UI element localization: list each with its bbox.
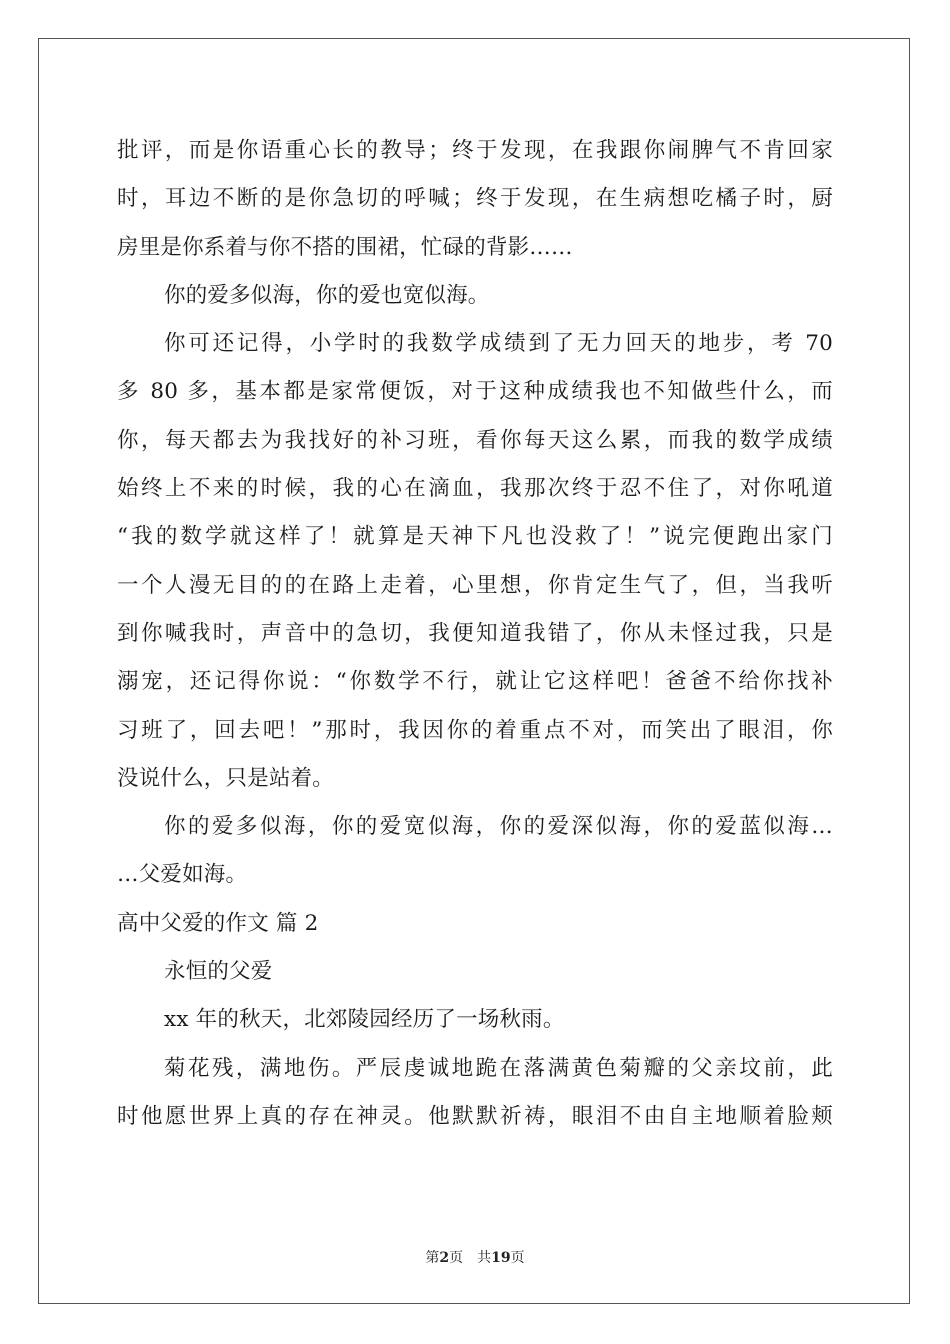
section-heading: 高中父爱的作文 篇 2	[117, 910, 319, 936]
text-line-14: 没说什么，只是站着。	[117, 765, 335, 791]
text-line-9: “我的数学就这样了！就算是天神下凡也没救了！”说完便跑出家门	[117, 524, 833, 550]
footer-page-unit: 页	[449, 1250, 464, 1266]
text-line-3: 房里是你系着与你不搭的围裙，忙碌的背影……	[117, 234, 573, 260]
text-line-13: 习班了，回去吧！”那时，我因你的着重点不对，而笑出了眼泪，你	[117, 717, 833, 743]
text-line-20: 菊花残，满地伤。严辰虔诚地跪在落满黄色菊瓣的父亲坟前，此	[164, 1055, 833, 1081]
text-line-1: 批评，而是你语重心长的教导；终于发现，在我跟你闹脾气不肯回家	[117, 138, 833, 163]
footer-total-prefix: 共	[477, 1250, 492, 1266]
total-pages-number: 19	[491, 1250, 511, 1266]
footer-total-unit: 页	[510, 1250, 525, 1266]
text-line-2: 时，耳边不断的是你急切的呼喊；终于发现，在生病想吃橘子时，厨	[117, 186, 833, 212]
footer-prefix: 第	[425, 1250, 440, 1266]
text-line-10: 一个人漫无目的的在路上走着，心里想，你肯定生气了，但，当我听	[117, 572, 833, 598]
text-line-5: 你可还记得，小学时的我数学成绩到了无力回天的地步，考 70	[164, 331, 833, 357]
page-footer	[0, 1247, 950, 1267]
text-line-21: 时他愿世界上真的存在神灵。他默默祈祷，眼泪不由自主地顺着脸颊	[117, 1103, 833, 1129]
text-line-19: xx 年的秋天，北郊陵园经历了一场秋雨。	[164, 1007, 565, 1033]
current-page-number: 2	[439, 1250, 450, 1266]
essay-title: 永恒的父爱	[164, 959, 273, 985]
text-line-7: 你，每天都去为我找好的补习班，看你每天这么累，而我的数学成绩	[117, 427, 833, 453]
text-line-12: 溺宠，还记得你说：“你数学不行，就让它这样吧！爸爸不给你找补	[117, 669, 833, 695]
text-line-16: …父爱如海。	[117, 862, 248, 888]
text-line-11: 到你喊我时，声音中的急切，我便知道我错了，你从未怪过我，只是	[117, 620, 833, 646]
text-line-4: 你的爱多似海，你的爱也宽似海。	[164, 282, 490, 308]
text-line-6: 多 80 多，基本都是家常便饭，对于这种成绩我也不知做些什么，而	[117, 379, 833, 405]
text-line-8: 始终上不来的时候，我的心在滴血，我那次终于忍不住了，对你吼道	[117, 476, 833, 502]
document-body	[117, 127, 833, 1141]
text-line-15: 你的爱多似海，你的爱宽似海，你的爱深似海，你的爱蓝似海…	[164, 814, 833, 840]
